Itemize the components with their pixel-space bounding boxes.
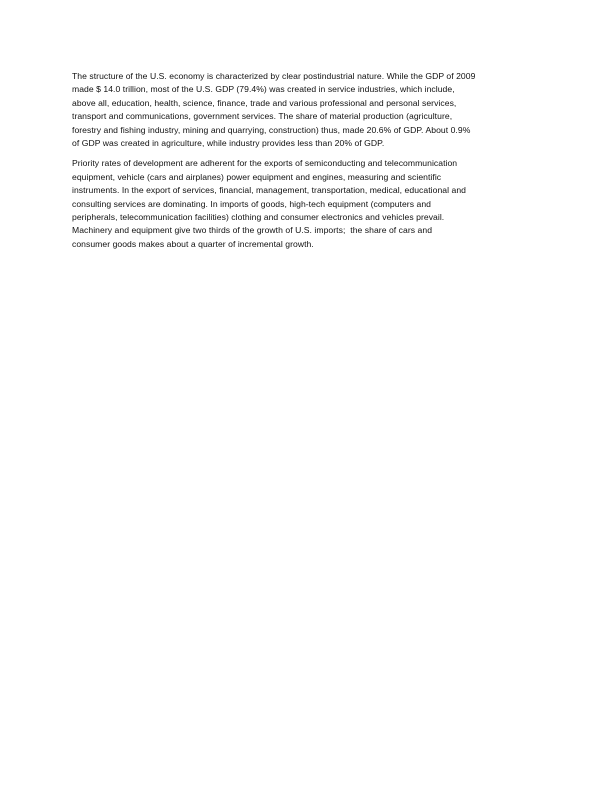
paragraph-line: above all, education, health, science, finance, trade and various professional and personal services, — [72, 97, 457, 108]
paragraph-2 — [72, 157, 542, 251]
paragraph-line: transport and communications, government services. The share of material production (agriculture, — [72, 111, 453, 122]
paragraph-line: Priority rates of development are adherent for the exports of semiconducting and telecommunication — [72, 158, 458, 169]
paragraph-line: forestry and fishing industry, mining and quarrying, construction) thus, made 20.6% of GDP. About 0.9% — [72, 124, 471, 135]
paragraph-line: Machinery and equipment give two thirds of the growth of U.S. imports; the share of cars and — [72, 225, 433, 236]
paragraph-line: consumer goods makes about a quarter of incremental growth. — [72, 238, 314, 249]
paragraph-line: peripherals, telecommunication facilities) clothing and consumer electronics and vehicles prevail. — [72, 212, 445, 223]
paragraph-line: made $ 14.0 trillion, most of the U.S. GDP (79.4%) was created in service industries, which include, — [72, 84, 455, 95]
paragraph-line: consulting services are dominating. In imports of goods, high-tech equipment (computers and — [72, 198, 431, 209]
paragraph-line: The structure of the U.S. economy is characterized by clear postindustrial nature. While the GDP of 2009 — [72, 71, 476, 81]
paragraph-1 — [72, 70, 542, 150]
paragraph-line: instruments. In the export of services, financial, management, transportation, medical, educational and — [72, 185, 466, 196]
paragraph-line: equipment, vehicle (cars and airplanes) power equipment and engines, measuring and scientific — [72, 171, 442, 182]
document-body — [72, 70, 542, 258]
paragraph-line: of GDP was created in agriculture, while industry provides less than 20% of GDP. — [72, 138, 385, 149]
